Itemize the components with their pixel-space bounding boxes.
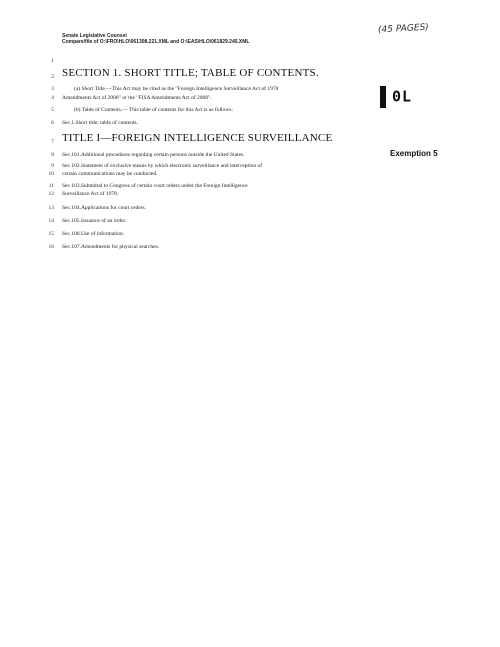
toc-entry: Sec.107.Amendments for physical searches. <box>62 244 160 250</box>
line-number: 9 <box>51 163 54 169</box>
toc-entry: Sec.104.Applications for court orders. <box>62 205 147 211</box>
line-number: 11 <box>48 183 54 189</box>
redaction-stamp <box>374 86 412 108</box>
line-number: 5 <box>51 107 54 113</box>
line-number: 14 <box>48 218 54 224</box>
toc-entry: Sec.105.Issuance of an order. <box>62 218 127 224</box>
line-number: 7 <box>51 139 54 145</box>
line-number: 12 <box>48 191 54 197</box>
line-text: (b) Table of Contents.— This table of contents for this Act is as follows: <box>74 107 233 113</box>
line-number: 15 <box>48 231 54 237</box>
line-number: 4 <box>51 95 54 101</box>
handwritten-page-count: (45 PAGES) <box>377 22 430 36</box>
line-number: 10 <box>48 171 54 177</box>
section-heading: SECTION 1. SHORT TITLE; TABLE OF CONTENTS. <box>62 67 319 79</box>
stamp-bar <box>380 86 386 108</box>
header-line-2: Compare/file of O:\FRO\HLO\061308.221.XML and O:\EAS\HLO\061829.245.XML <box>62 39 250 45</box>
line-number: 8 <box>51 152 54 158</box>
stamp-text: 0L <box>392 87 413 106</box>
exemption-label: Exemption 5 <box>390 149 438 158</box>
line-number: 1 <box>51 58 54 64</box>
header-line-1: Senate Legislative Counsel <box>62 33 127 39</box>
document-header <box>62 33 249 45</box>
toc-entry: Sec.1.Short title; table of contents. <box>62 120 138 126</box>
toc-entry: Sec.102.Statement of exclusive means by which electronic surveillance and interception of <box>62 163 263 169</box>
toc-entry: Sec.103.Submittal to Congress of certain court orders under the Foreign Intelligence <box>62 183 248 189</box>
toc-entry: Sec.101.Additional procedures regarding certain persons outside the United States. <box>62 152 245 158</box>
line-text: (a) Short Title.—This Act may be cited as the "Foreign Intelligence Surveillance Act of 1978 <box>74 86 279 92</box>
toc-entry: certain communications may be conducted. <box>62 171 158 177</box>
line-number: 13 <box>48 205 54 211</box>
line-number: 6 <box>51 120 54 126</box>
line-number: 3 <box>51 86 54 92</box>
toc-entry: Sec.106.Use of information. <box>62 231 125 237</box>
line-text: Amendments Act of 2008" or the "FISA Amendments Act of 2008". <box>62 95 212 101</box>
toc-entry: Surveillance Act of 1978. <box>62 191 119 197</box>
line-number: 16 <box>48 244 54 250</box>
title-heading: TITLE I—FOREIGN INTELLIGENCE SURVEILLANCE <box>62 132 333 144</box>
line-number: 2 <box>51 74 54 80</box>
